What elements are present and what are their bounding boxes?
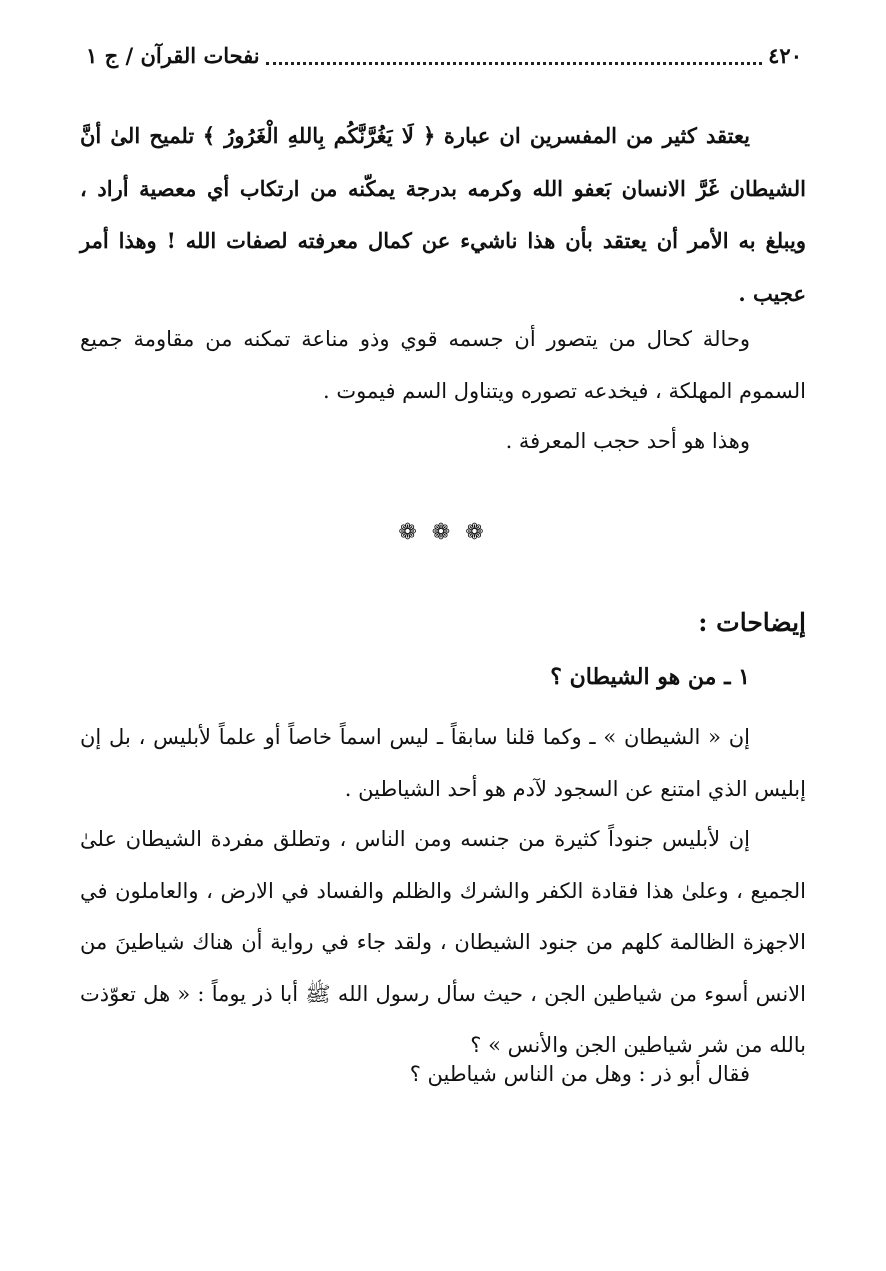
paragraph-intro: يعتقد كثير من المفسرين ان عبارة [443, 123, 750, 148]
paragraph-satan-soldiers: إن لأبليس جنوداً كثيرة من جنسه ومن الناس ، وتطلق مفردة الشيطان علىٰ الجميع ، وعلىٰ هذا فقادة الكفر والشرك والظلم والفساد في الارض ، والعاملون في الاجهزة الظالمة كلهم من جنود الشيطان ، ولقد جاء في رواية أن هناك شياطينَ من الانس أسوء من شياطين الجن ، حيث سأل رسول الله ﷺ أبا ذر يوماً : « هل تعوّذت بالله من شر شياطين الجن والأنس » ؟ [80, 827, 806, 1057]
paragraph-veil: وهذا هو أحد حجب المعرفة . [505, 429, 750, 453]
quran-verse: ﴿ لَا يَغُرَّنَّكُم بِاللهِ الْغَرُورُ ﴾ [202, 123, 436, 148]
page-number: ٤٢٠ [768, 42, 802, 68]
section-heading: إيضاحات : [698, 608, 806, 637]
header-dot-leader [266, 58, 763, 65]
paragraph-poison-analogy: وحالة كحال من يتصور أن جسمه قوي وذو مناعة تمكنه من مقاومة جميع السموم المهلكة ، فيخدعه تصوره ويتناول السم فيموت . [80, 327, 806, 403]
page-header [86, 38, 802, 72]
paragraph-who-is-satan: إن « الشيطان » ـ وكما قلنا سابقاً ـ ليس اسماً خاصاً أو علماً لأبليس ، بل إن إبليس الذي امتنع عن السجود لآدم هو أحد الشياطين . [80, 725, 806, 801]
paragraph-abu-dhar: فقال أبو ذر : وهل من الناس شياطين ؟ [409, 1062, 750, 1086]
running-title: نفحات القرآن / ج ١ [86, 42, 260, 68]
paragraph-body: تلميح الىٰ أنَّ الشيطان غَرَّ الانسان بَعفو الله وكرمه بدرجة يمكّنه من ارتكاب أي معصية أراد ، ويبلغ به الأمر أن يعتقد بأن هذا ناشيء عن كمال معرفته لصفات الله ! وهذا أمر عجيب . [80, 123, 806, 306]
subsection-heading: ١ ـ من هو الشيطان ؟ [550, 664, 750, 690]
section-separator-ornament: ❁ ❁ ❁ [398, 520, 488, 545]
paragraph-deception [80, 110, 806, 320]
